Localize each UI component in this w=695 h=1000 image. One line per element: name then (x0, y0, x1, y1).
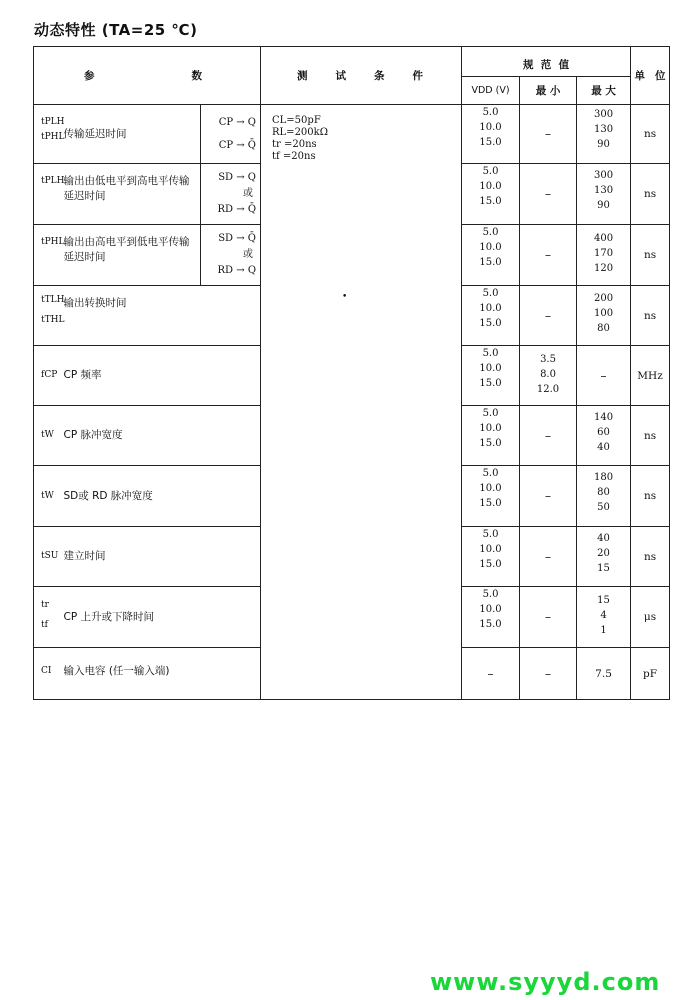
param-name: SD或 RD 脉冲宽度 (63, 489, 153, 502)
vdd-value: 10.0 (479, 483, 502, 494)
max-cell (577, 527, 631, 587)
max-value: 90 (597, 200, 610, 211)
symbol-cell (34, 648, 64, 700)
min-cell: – (520, 286, 577, 346)
condition-header (261, 47, 462, 105)
min-value: 3.5 (540, 354, 556, 365)
symbol: CI (41, 666, 52, 676)
unit-char-1: 单 (634, 70, 646, 82)
vdd-value: 10.0 (479, 544, 502, 555)
max-value: 90 (597, 139, 610, 150)
max-value: 140 (593, 412, 614, 423)
cond-char-3: 条 (374, 70, 385, 82)
min-cell: – (520, 406, 577, 466)
pin-label: SD → Q̄ (218, 233, 257, 244)
vdd-value: 5.0 (482, 468, 499, 479)
max-value: 15 (597, 595, 610, 606)
max-value: 80 (597, 323, 610, 334)
name-cell (64, 587, 261, 648)
param-name: 传输延迟时间 (63, 127, 127, 140)
param-header-char-2: 数 (191, 70, 203, 82)
vdd-value: 10.0 (479, 423, 502, 434)
vdd-value: 5.0 (482, 529, 499, 540)
dynamic-characteristics-table (33, 46, 670, 700)
max-value: 1 (600, 625, 607, 636)
symbol-cell (34, 466, 64, 527)
symbol: tPLH (41, 176, 65, 186)
param-name: CP 频率 (63, 369, 102, 381)
max-value: 300 (593, 170, 614, 181)
vdd-value: 5.0 (482, 288, 499, 299)
unit-cell: ns (631, 225, 670, 286)
vdd-value: 10.0 (479, 363, 502, 374)
website-watermark: www.syyyd.com (430, 968, 661, 996)
max-value: 130 (593, 185, 614, 196)
symbol: tr (41, 600, 49, 610)
symbol: fCP (41, 370, 58, 380)
vdd-header: VDD (V) (462, 77, 520, 105)
speck-mark: • (342, 292, 348, 302)
min-value: 12.0 (536, 384, 560, 395)
min-cell: – (520, 105, 577, 164)
symbol: tTHL (41, 315, 65, 325)
symbol-cell (34, 346, 64, 406)
table-row (34, 105, 670, 164)
symbol-cell (34, 164, 64, 225)
param-name: CP 上升或下降时间 (63, 610, 155, 623)
max-value: 130 (593, 124, 614, 135)
vdd-value: 10.0 (479, 242, 502, 253)
min-cell (520, 346, 577, 406)
symbol-cell (34, 406, 64, 466)
vdd-cell (462, 587, 520, 648)
max-value: 15 (597, 563, 610, 574)
max-cell (577, 466, 631, 527)
condition-cl: CL=50pF (272, 115, 321, 126)
vdd-cell (462, 225, 520, 286)
min-header: 最 小 (520, 77, 577, 105)
unit-cell: pF (631, 648, 670, 700)
name-cell (64, 406, 261, 466)
max-cell (577, 225, 631, 286)
param-name: 建立时间 (63, 550, 106, 562)
min-cell: – (520, 587, 577, 648)
vdd-cell (462, 527, 520, 587)
unit-cell: ns (631, 164, 670, 225)
vdd-value: 10.0 (479, 181, 502, 192)
vdd-cell (462, 346, 520, 406)
max-header: 最 大 (577, 77, 631, 105)
unit-cell: ns (631, 406, 670, 466)
name-cell (64, 225, 201, 286)
pin-cell (201, 225, 261, 286)
max-value: 40 (597, 442, 610, 453)
vdd-value: 5.0 (482, 166, 499, 177)
max-cell: – (577, 346, 631, 406)
symbol-cell (34, 105, 64, 164)
symbol: tPLH (41, 117, 65, 127)
max-cell (577, 406, 631, 466)
max-value: 200 (593, 293, 614, 304)
vdd-value: 15.0 (479, 619, 502, 630)
name-cell (64, 527, 261, 587)
spec-value-header (462, 47, 631, 77)
name-cell (64, 105, 201, 164)
symbol: tPHL (41, 132, 65, 142)
param-name: 输出转换时间 (63, 297, 127, 309)
cond-char-4: 件 (412, 70, 424, 82)
vdd-value: 15.0 (479, 559, 502, 570)
unit-cell: ns (631, 466, 670, 527)
max-value: 300 (593, 109, 614, 120)
pin-label: CP → Q (218, 117, 257, 128)
cond-char-1: 测 (297, 70, 308, 82)
vdd-value: 5.0 (482, 227, 499, 238)
pin-label: SD → Q (218, 172, 257, 183)
unit-cell: ns (631, 286, 670, 346)
vdd-value: 5.0 (482, 107, 499, 118)
vdd-value: 15.0 (479, 498, 502, 509)
cond-char-2: 试 (335, 70, 347, 82)
symbol-cell (34, 225, 64, 286)
vdd-cell (462, 406, 520, 466)
vdd-value: 15.0 (479, 378, 502, 389)
max-value: 40 (597, 533, 610, 544)
max-value: 20 (597, 548, 610, 559)
symbol: tW (41, 430, 54, 440)
max-value: 50 (597, 502, 610, 513)
vdd-cell (462, 105, 520, 164)
name-cell (64, 648, 261, 700)
unit-cell: ns (631, 527, 670, 587)
condition-tr: tr =20ns (272, 139, 317, 150)
name-cell (64, 466, 261, 527)
param-name: 输出由高电平到低电平传输延迟时间 (63, 236, 190, 263)
unit-char-2: 位 (655, 70, 666, 82)
param-header-char-1: 参 (84, 70, 95, 82)
min-cell: – (520, 527, 577, 587)
pin-label: RD → Q̄ (217, 204, 257, 215)
min-cell: – (520, 648, 577, 700)
min-cell: – (520, 466, 577, 527)
pin-cell (201, 164, 261, 225)
unit-cell: ns (631, 105, 670, 164)
max-value: 4 (600, 610, 607, 621)
max-value: 400 (593, 233, 614, 244)
unit-header (631, 47, 670, 105)
pin-label: 或 (243, 249, 254, 260)
max-cell (577, 587, 631, 648)
vdd-cell (462, 286, 520, 346)
vdd-value: 5.0 (482, 589, 499, 600)
symbol-cell (34, 527, 64, 587)
max-value: 180 (593, 472, 614, 483)
test-conditions-cell (261, 105, 462, 700)
max-cell (577, 164, 631, 225)
param-header (34, 47, 261, 105)
vdd-value: 15.0 (479, 196, 502, 207)
vdd-value: 10.0 (479, 604, 502, 615)
max-cell (577, 105, 631, 164)
name-cell (64, 286, 261, 346)
max-cell (577, 286, 631, 346)
vdd-value: 15.0 (479, 318, 502, 329)
symbol: tTLH (41, 295, 65, 305)
vdd-value: 15.0 (479, 438, 502, 449)
pin-label: RD → Q (217, 265, 257, 276)
name-cell (64, 164, 201, 225)
max-cell: 7.5 (577, 648, 631, 700)
vdd-cell: – (462, 648, 520, 700)
max-value: 120 (593, 263, 614, 274)
condition-tf: tf =20ns (272, 151, 316, 162)
condition-rl: RL=200kΩ (272, 127, 329, 138)
param-name: 输出由低电平到高电平传输延迟时间 (63, 175, 190, 202)
pin-label: 或 (243, 188, 254, 199)
symbol-cell (34, 587, 64, 648)
max-value: 100 (593, 308, 614, 319)
symbol: tSU (41, 551, 59, 561)
max-value: 170 (593, 248, 614, 259)
unit-cell: μs (631, 587, 670, 648)
symbol: tPHL (41, 237, 65, 247)
min-cell: – (520, 225, 577, 286)
param-name: 输入电容 (任一输入端) (63, 665, 170, 677)
min-cell: – (520, 164, 577, 225)
max-value: 60 (597, 427, 610, 438)
vdd-value: 10.0 (479, 122, 502, 133)
vdd-cell (462, 466, 520, 527)
spec-value-title: 规 范 值 (522, 59, 570, 71)
name-cell (64, 346, 261, 406)
vdd-value: 15.0 (479, 137, 502, 148)
vdd-value: 5.0 (482, 408, 499, 419)
max-value: 80 (597, 487, 610, 498)
min-value: 8.0 (540, 369, 556, 380)
unit-cell: MHz (631, 346, 670, 406)
symbol: tf (41, 620, 48, 630)
vdd-cell (462, 164, 520, 225)
section-title: 动态特性 (TA=25 ℃) (34, 21, 198, 39)
symbol-cell (34, 286, 64, 346)
pin-label: CP → Q̄ (218, 140, 257, 151)
vdd-value: 10.0 (479, 303, 502, 314)
symbol: tW (41, 490, 54, 501)
param-name: CP 脉冲宽度 (63, 429, 123, 441)
pin-cell (201, 105, 261, 164)
vdd-value: 15.0 (479, 257, 502, 268)
vdd-value: 5.0 (482, 348, 499, 359)
